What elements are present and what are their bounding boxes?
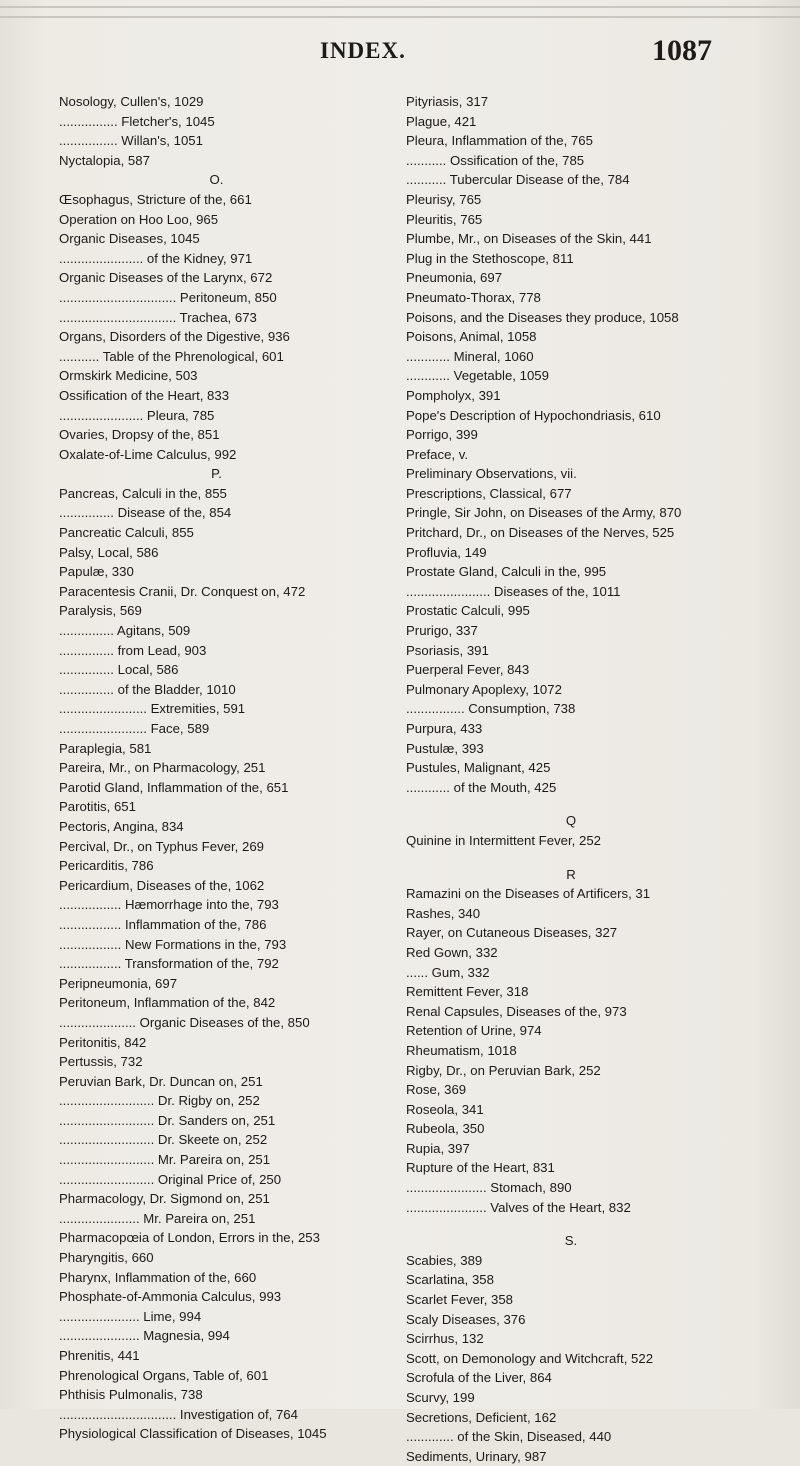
index-entry: Rupia, 397 (406, 1140, 470, 1156)
index-entry: Physiological Classification of Diseases, 1045 (59, 1426, 327, 1442)
index-entry: Parotid Gland, Inflammation of the, 651 (59, 779, 289, 795)
index-entry: ................. New Formations in the, 793 (59, 936, 287, 952)
index-entry: Pericardium, Diseases of the, 1062 (59, 877, 265, 893)
index-entry: ........... Table of the Phrenological, 601 (59, 348, 284, 364)
top-rule (0, 6, 800, 8)
index-entry: Sediments, Urinary, 987 (406, 1448, 547, 1464)
index-entry: Retention of Urine, 974 (406, 1023, 542, 1039)
index-entry: Poisons, and the Diseases they produce, 1058 (406, 309, 679, 325)
index-entry: ............ Mineral, 1060 (406, 348, 534, 364)
index-entry: Rupture of the Heart, 831 (406, 1160, 555, 1176)
index-entry: Profluvia, 149 (406, 544, 487, 560)
index-entry: Organs, Disorders of the Digestive, 936 (59, 329, 290, 345)
section-letter: R (566, 866, 576, 882)
index-entry: Papulæ, 330 (59, 564, 134, 580)
index-entry: ................................ Peritoneum, 850 (59, 289, 277, 305)
index-entry: Scirrhus, 132 (406, 1331, 484, 1347)
index-entry: Pope's Description of Hypochondriasis, 610 (406, 407, 661, 423)
index-entry: Scrofula of the Liver, 864 (406, 1370, 552, 1386)
index-entry: Pancreas, Calculi in the, 855 (59, 485, 227, 501)
index-entry: ............. of the Skin, Diseased, 440 (406, 1429, 612, 1445)
index-entry: Pleura, Inflammation of the, 765 (406, 133, 593, 149)
index-entry: ....................... of the Kidney, 971 (59, 250, 253, 266)
index-entry: Scarlet Fever, 358 (406, 1292, 514, 1308)
index-entry: Prurigo, 337 (406, 623, 478, 639)
index-entry: ................ Consumption, 738 (406, 701, 576, 717)
index-entry: Pneumonia, 697 (406, 270, 503, 286)
index-entry: Operation on Hoo Loo, 965 (59, 211, 219, 227)
index-entry: Rashes, 340 (406, 905, 481, 921)
index-entry: Rigby, Dr., on Peruvian Bark, 252 (406, 1062, 601, 1078)
index-entry: ...................... Stomach, 890 (406, 1180, 572, 1196)
index-entry: ........................ Extremities, 591 (59, 701, 246, 717)
index-entry: ..................... Organic Diseases of the, 850 (59, 1014, 310, 1030)
index-entry: ....................... Pleura, 785 (59, 407, 215, 423)
index-entry: Secretions, Deficient, 162 (406, 1409, 557, 1425)
index-entry: Ovaries, Dropsy of the, 851 (59, 427, 220, 443)
index-entry: Prostate Gland, Calculi in the, 995 (406, 564, 607, 580)
index-entry: Phthisis Pulmonalis, 738 (59, 1387, 203, 1403)
index-entry: ................ Fletcher's, 1045 (59, 113, 215, 129)
index-entry: Pharyngitis, 660 (59, 1250, 154, 1266)
index-entry: Pharmacopœia of London, Errors in the, 253 (59, 1230, 320, 1246)
index-entry: .......................... Original Price of, 250 (59, 1171, 282, 1187)
index-entry: ....................... Diseases of the, 1011 (406, 583, 621, 599)
index-entry: Remittent Fever, 318 (406, 984, 529, 1000)
index-entry: Pharynx, Inflammation of the, 660 (59, 1269, 257, 1285)
index-entry: ................. Hæmorrhage into the, 793 (59, 897, 279, 913)
index-entry: Peritonitis, 842 (59, 1034, 147, 1050)
index-entry: Scarlatina, 358 (406, 1272, 494, 1288)
index-entry: Pritchard, Dr., on Diseases of the Nerves, 525 (406, 525, 675, 541)
index-entry: Puerperal Fever, 843 (406, 662, 530, 678)
index-entry: Poisons, Animal, 1058 (406, 329, 537, 345)
index-entry: Pleurisy, 765 (406, 191, 482, 207)
index-entry: Peritoneum, Inflammation of the, 842 (59, 995, 276, 1011)
section-letter: O. (209, 172, 224, 188)
index-entry: ................. Inflammation of the, 786 (59, 916, 267, 932)
index-entry: ............... from Lead, 903 (59, 642, 207, 658)
index-entry: Prostatic Calculi, 995 (406, 603, 530, 619)
index-entry: Preface, v. (406, 446, 469, 462)
page-header (0, 34, 800, 68)
section-letter: Q (565, 813, 577, 829)
index-entry: Phrenitis, 441 (59, 1348, 140, 1363)
index-entry: ...................... Lime, 994 (59, 1308, 202, 1324)
index-entry: Phrenological Organs, Table of, 601 (59, 1367, 269, 1383)
index-entry: ................................ Trachea, 673 (59, 309, 257, 325)
index-entry: Purpura, 433 (406, 721, 483, 736)
index-entry: Quinine in Intermittent Fever, 252 (406, 832, 601, 848)
index-entry: Rheumatism, 1018 (406, 1042, 517, 1058)
index-entry: ................ Willan's, 1051 (59, 133, 203, 149)
index-entry: Nosology, Cullen's, 1029 (59, 94, 204, 109)
index-entry: Nyctalopia, 587 (59, 152, 150, 168)
index-entry: ................. Transformation of the, 792 (59, 956, 279, 972)
index-entry: Pustulæ, 393 (406, 740, 484, 756)
index-entry: .......................... Dr. Skeete on, 252 (59, 1132, 268, 1148)
index-entry: Paraplegia, 581 (59, 740, 152, 756)
page-number: 1087 (652, 34, 712, 67)
index-entry: ............... Disease of the, 854 (59, 505, 232, 521)
index-entry: Scurvy, 199 (406, 1390, 475, 1405)
index-entry: Rubeola, 350 (406, 1121, 485, 1137)
index-entry: Peripneumonia, 697 (59, 975, 178, 991)
index-entry: .......................... Mr. Pareira on, 251 (59, 1152, 271, 1168)
index-entry: ............... Agitans, 509 (59, 623, 191, 639)
index-entry: Prescriptions, Classical, 677 (406, 485, 572, 501)
index-entry: Rose, 369 (406, 1082, 467, 1098)
index-entry: ...................... Mr. Pareira on, 251 (59, 1210, 256, 1226)
index-entry: Pityriasis, 317 (406, 94, 489, 109)
index-entry: Plague, 421 (406, 113, 477, 129)
index-entry: Pleuritis, 765 (406, 211, 483, 227)
index-entry: Pneumato-Thorax, 778 (406, 289, 541, 305)
index-entry: Rayer, on Cutaneous Diseases, 327 (406, 925, 618, 941)
index-entry: Peruvian Bark, Dr. Duncan on, 251 (59, 1073, 263, 1089)
index-entry: Organic Diseases, 1045 (59, 231, 200, 247)
index-entry: Psoriasis, 391 (406, 642, 489, 658)
index-entry: ...................... Valves of the Heart, 832 (406, 1199, 631, 1215)
page-title: INDEX. (320, 38, 406, 63)
index-entry: Paralysis, 569 (59, 603, 142, 619)
index-entry: Œsophagus, Stricture of the, 661 (59, 191, 252, 207)
index-entry: Palsy, Local, 586 (59, 544, 159, 560)
index-entry: Pancreatic Calculi, 855 (59, 525, 194, 541)
index-entry: Paracentesis Cranii, Dr. Conquest on, 472 (59, 583, 306, 599)
index-entry: Parotitis, 651 (59, 799, 136, 815)
index-entry: Pringle, Sir John, on Diseases of the Army, 870 (406, 505, 682, 521)
index-entry: Scott, on Demonology and Witchcraft, 522 (406, 1350, 654, 1366)
index-entry: ...... Gum, 332 (406, 964, 490, 980)
index-entry: Porrigo, 399 (406, 427, 478, 443)
section-letter: P. (211, 466, 222, 482)
index-entry: .......................... Dr. Sanders on, 251 (59, 1112, 276, 1128)
index-entry: Pectoris, Angina, 834 (59, 818, 184, 834)
index-entry: Scaly Diseases, 376 (406, 1311, 526, 1327)
index-entry: Pulmonary Apoplexy, 1072 (406, 681, 562, 697)
index-entry: Plumbe, Mr., on Diseases of the Skin, 441 (406, 231, 652, 247)
index-entry: Renal Capsules, Diseases of the, 973 (406, 1003, 627, 1019)
spacer (406, 851, 736, 865)
index-entry: Ossification of the Heart, 833 (59, 387, 230, 403)
index-entry: ............... of the Bladder, 1010 (59, 681, 236, 697)
index-entry: ................................ Investigation of, 764 (59, 1406, 298, 1422)
index-entry: Preliminary Observations, vii. (406, 466, 577, 482)
index-entry: Pericarditis, 786 (59, 858, 154, 874)
index-entry: Pertussis, 732 (59, 1054, 143, 1070)
index-entry: Oxalate-of-Lime Calculus, 992 (59, 446, 237, 462)
index-column-left (59, 92, 374, 1444)
index-entry: ............... Local, 586 (59, 662, 179, 678)
index-entry: Organic Diseases of the Larynx, 672 (59, 270, 273, 286)
spacer (406, 797, 736, 811)
index-entry: Phosphate-of-Ammonia Calculus, 993 (59, 1289, 282, 1305)
index-entry: Plug in the Stethoscope, 811 (406, 250, 574, 266)
index-column-right (406, 92, 736, 1466)
index-entry: Pustules, Malignant, 425 (406, 760, 551, 776)
section-letter: S. (564, 1233, 578, 1249)
index-entry: Pharmacology, Dr. Sigmond on, 251 (59, 1191, 270, 1207)
index-entry: ........... Ossification of the, 785 (406, 152, 585, 168)
index-entry: Ramazini on the Diseases of Artificers, 31 (406, 886, 651, 902)
index-entry: Scabies, 389 (406, 1252, 483, 1268)
index-entry: Pareira, Mr., on Pharmacology, 251 (59, 760, 266, 776)
index-entry: Roseola, 341 (406, 1101, 484, 1117)
top-rule-2 (0, 16, 800, 18)
index-entry: ........................ Face, 589 (59, 721, 210, 736)
index-entry: Percival, Dr., on Typhus Fever, 269 (59, 838, 264, 854)
index-entry: ...................... Magnesia, 994 (59, 1328, 230, 1344)
index-entry: ............ Vegetable, 1059 (406, 368, 549, 384)
index-entry: Red Gown, 332 (406, 944, 498, 960)
index-entry: .......................... Dr. Rigby on, 252 (59, 1093, 260, 1109)
index-entry: ............ of the Mouth, 425 (406, 779, 557, 795)
index-entry: Pompholyx, 391 (406, 387, 501, 403)
index-entry: Ormskirk Medicine, 503 (59, 368, 198, 384)
spacer (406, 1217, 736, 1231)
index-entry: ........... Tubercular Disease of the, 784 (406, 172, 630, 188)
